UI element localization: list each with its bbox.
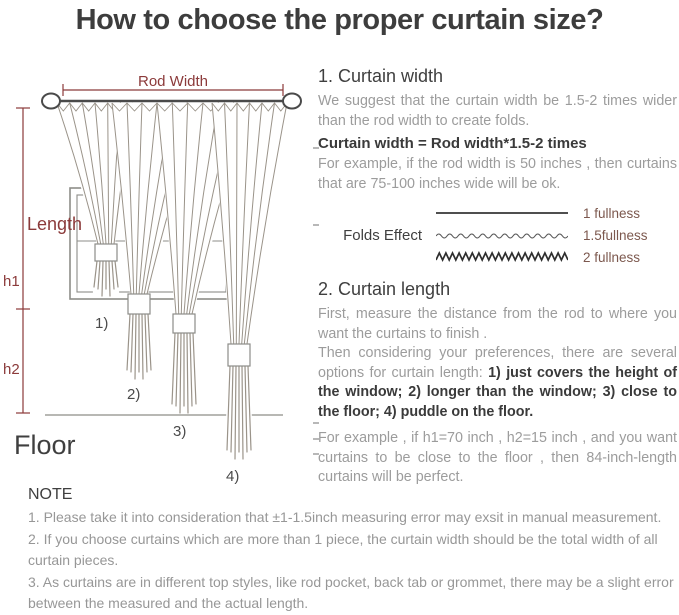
page-title: How to choose the proper curtain size? [75, 4, 604, 36]
fullness-line-zigzag [436, 251, 568, 263]
curtain-length-p1: First, measure the distance from the rod to where you want the curtains to finish . [318, 306, 677, 342]
fullness-label-3: 2 fullness [583, 249, 641, 265]
curtain-width-formula: Curtain width = Rod width*1.5-2 times [318, 135, 587, 152]
fullness-label-1: 1 fullness [583, 205, 641, 221]
curtains-group [57, 103, 287, 459]
note-heading: NOTE [28, 486, 73, 503]
fullness-line-straight [436, 207, 568, 219]
h2-label: h2 [3, 361, 20, 378]
curtain-option-1-label: 1) [95, 315, 109, 332]
curtain-option-2-label: 2) [127, 386, 141, 403]
curtain-option-3-label: 3) [173, 423, 187, 440]
curtain-width-example: For example, if the rod width is 50 inches , then curtains that are 75-100 inches wide will be ok. [318, 156, 677, 192]
curtain-length-example: For example , if h1=70 inch , h2=15 inch , and you want curtains to be close to the floor , then 84-inch-length curtains will be perfect. [318, 430, 677, 485]
curtain-measurement-diagram [0, 58, 322, 494]
rod-finial-left [42, 94, 60, 109]
rod-finial-right [283, 94, 301, 109]
curtain-length-heading: 2. Curtain length [318, 279, 451, 299]
fullness-row-3 [436, 251, 648, 263]
floor-label: Floor [14, 430, 76, 460]
curtain-width-heading: 1. Curtain width [318, 66, 444, 86]
note-item-3: 3. As curtains are in different top styles, like rod pocket, back tab or grommet, there may be a slight error between the measured and the actual length. [28, 573, 674, 611]
curtain-width-intro: We suggest that the curtain width be 1.5-2 times wider than the rod width to create folds. [318, 93, 677, 129]
curtain-length-options-list: 1) just covers the height of the window; 2) longer than the window; 3) close to the floor; 4) puddle on the floor. [318, 364, 678, 420]
note-item-1: 1. Please take it into consideration that ±1-1.5inch measuring error may exsit in manual measurement. [28, 509, 662, 525]
folds-effect-label: Folds Effect [343, 226, 422, 244]
fullness-row-2 [436, 229, 648, 241]
curtain-length-options [318, 344, 677, 422]
fullness-line-wavy [436, 229, 568, 241]
h1-label: h1 [3, 273, 20, 290]
curtain-diagram-drawing [0, 58, 322, 494]
note-item-2: 2. If you choose curtains which are more than 1 piece, the curtain width should be the total width of all curtain pieces. [28, 530, 658, 568]
curtain-option-4-label: 4) [226, 468, 240, 485]
folds-effect-rows [436, 207, 648, 263]
folds-effect-legend [318, 207, 677, 263]
note-section [28, 486, 676, 615]
curtain-length-options-intro: Then considering your preferences, there are several options for curtain length: [318, 345, 677, 381]
length-label: Length [27, 214, 83, 234]
rod-width-label: Rod Width [137, 73, 209, 90]
fullness-row-1 [436, 207, 648, 219]
instructions-column [318, 60, 677, 488]
fullness-label-2: 1.5fullness [583, 227, 648, 243]
